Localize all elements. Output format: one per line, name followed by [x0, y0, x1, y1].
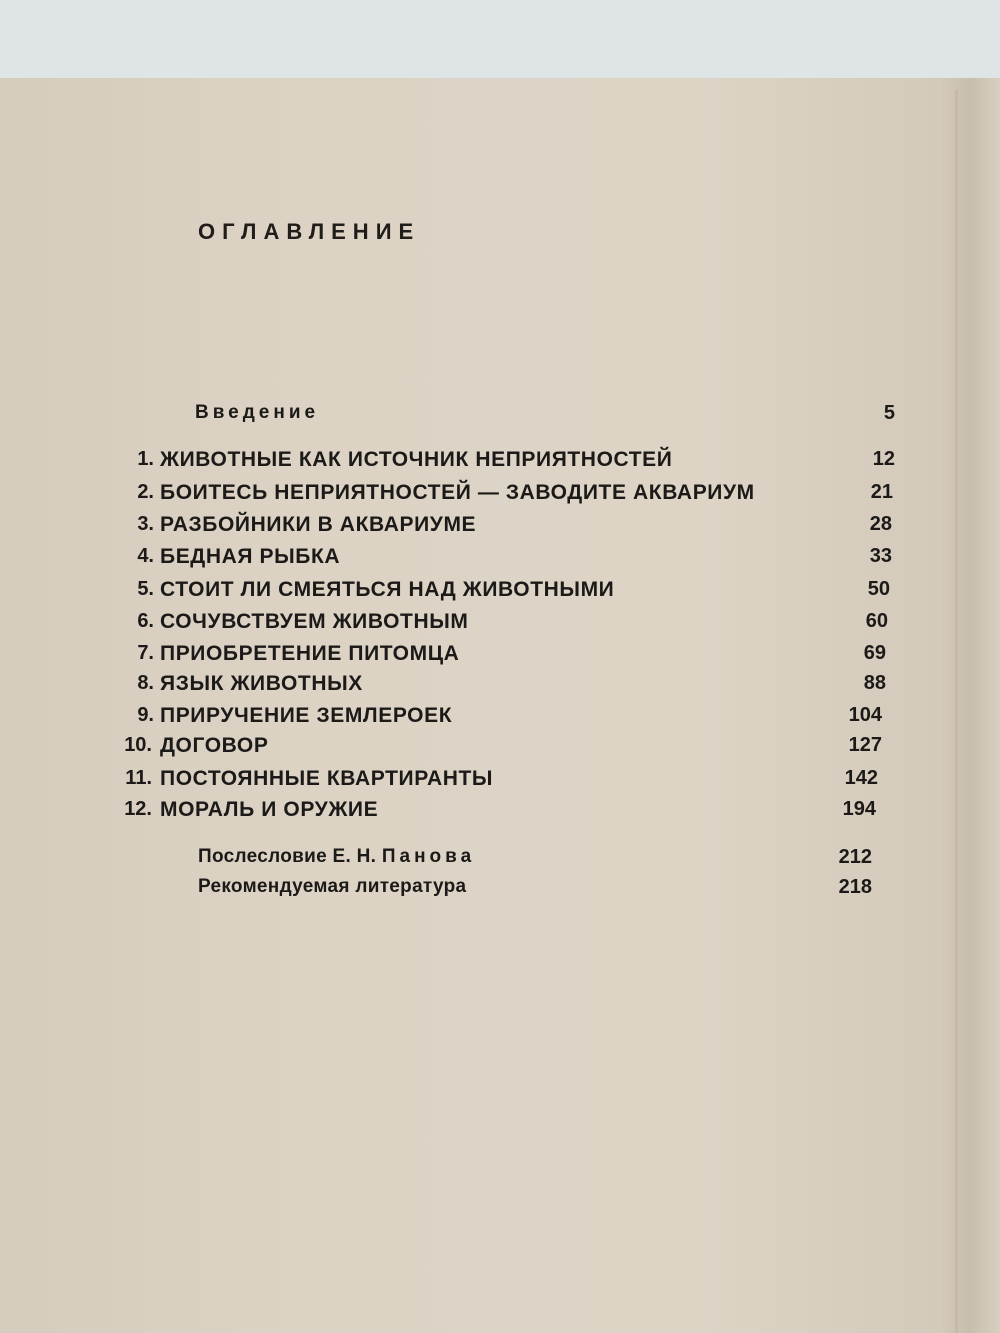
- chapter-page: 33: [869, 545, 892, 567]
- entry-label: [198, 846, 475, 868]
- toc-entry-chapter: [0, 610, 1000, 640]
- chapter-title: ЯЗЫК ЖИВОТНЫХ: [160, 672, 363, 695]
- entry-page: 218: [838, 876, 872, 898]
- chapter-title: СОЧУВСТВУЕМ ЖИВОТНЫМ: [160, 610, 469, 633]
- chapter-number: 4.: [137, 545, 154, 567]
- chapter-number: 6.: [137, 610, 154, 632]
- toc-entry-literature: [0, 876, 1000, 906]
- chapter-number: 3.: [137, 513, 154, 535]
- toc-title: ОГЛАВЛЕНИЕ: [198, 219, 421, 244]
- entry-page: 212: [838, 846, 872, 868]
- chapter-title: БОИТЕСЬ НЕПРИЯТНОСТЕЙ — ЗАВОДИТЕ АКВАРИУМ: [160, 481, 755, 504]
- chapter-title: ПОСТОЯННЫЕ КВАРТИРАНТЫ: [160, 767, 494, 790]
- afterword-author: Панова: [381, 846, 476, 867]
- chapter-number: 10.: [124, 734, 152, 756]
- chapter-title: ПРИОБРЕТЕНИЕ ПИТОМЦА: [160, 642, 460, 665]
- chapter-page: 60: [865, 610, 888, 632]
- chapter-page: 194: [842, 798, 876, 820]
- chapter-page: 21: [870, 481, 893, 503]
- toc-entry-chapter: [0, 642, 1000, 672]
- toc-entry-intro: [0, 402, 1000, 432]
- chapter-page: 127: [848, 734, 882, 756]
- toc-entry-chapter: [0, 704, 1000, 734]
- toc-entry-chapter: [0, 767, 1000, 797]
- chapter-title: ПРИРУЧЕНИЕ ЗЕМЛЕРОЕК: [160, 704, 453, 727]
- toc-entry-chapter: [0, 448, 1000, 478]
- entry-label: Рекомендуемая литература: [198, 876, 467, 897]
- chapter-page: 12: [872, 448, 895, 470]
- toc-entry-chapter: [0, 672, 1000, 702]
- chapter-title: БЕДНАЯ РЫБКА: [160, 545, 341, 568]
- toc-entry-chapter: [0, 545, 1000, 575]
- toc-entry-chapter: [0, 734, 1000, 764]
- chapter-page: 104: [848, 704, 882, 726]
- afterword-label: Послесловие Е. Н.: [198, 846, 377, 867]
- chapter-page: 88: [863, 672, 886, 694]
- chapter-title: РАЗБОЙНИКИ В АКВАРИУМЕ: [160, 513, 477, 536]
- chapter-number: 1.: [137, 448, 154, 470]
- chapter-page: 69: [863, 642, 886, 664]
- chapter-number: 12.: [124, 798, 152, 820]
- toc-entry-afterword: [0, 846, 1000, 876]
- chapter-title: ЖИВОТНЫЕ КАК ИСТОЧНИК НЕПРИЯТНОСТЕЙ: [160, 448, 673, 471]
- entry-page: 5: [883, 402, 895, 424]
- chapter-title: МОРАЛЬ И ОРУЖИЕ: [160, 798, 379, 821]
- chapter-number: 9.: [137, 704, 154, 726]
- chapter-page: 142: [844, 767, 878, 789]
- chapter-number: 11.: [125, 767, 152, 789]
- chapter-title: ДОГОВОР: [160, 734, 269, 757]
- chapter-page: 28: [869, 513, 892, 535]
- toc-entry-chapter: [0, 578, 1000, 608]
- toc-entry-chapter: [0, 513, 1000, 543]
- chapter-page: 50: [867, 578, 890, 600]
- chapter-title: СТОИТ ЛИ СМЕЯТЬСЯ НАД ЖИВОТНЫМИ: [160, 578, 615, 601]
- chapter-number: 7.: [137, 642, 154, 664]
- chapter-number: 2.: [137, 481, 154, 503]
- entry-label: Введение: [195, 402, 320, 423]
- chapter-number: 8.: [137, 672, 154, 694]
- toc-entry-chapter: [0, 798, 1000, 828]
- chapter-number: 5.: [137, 578, 154, 600]
- toc-entry-chapter: [0, 481, 1000, 511]
